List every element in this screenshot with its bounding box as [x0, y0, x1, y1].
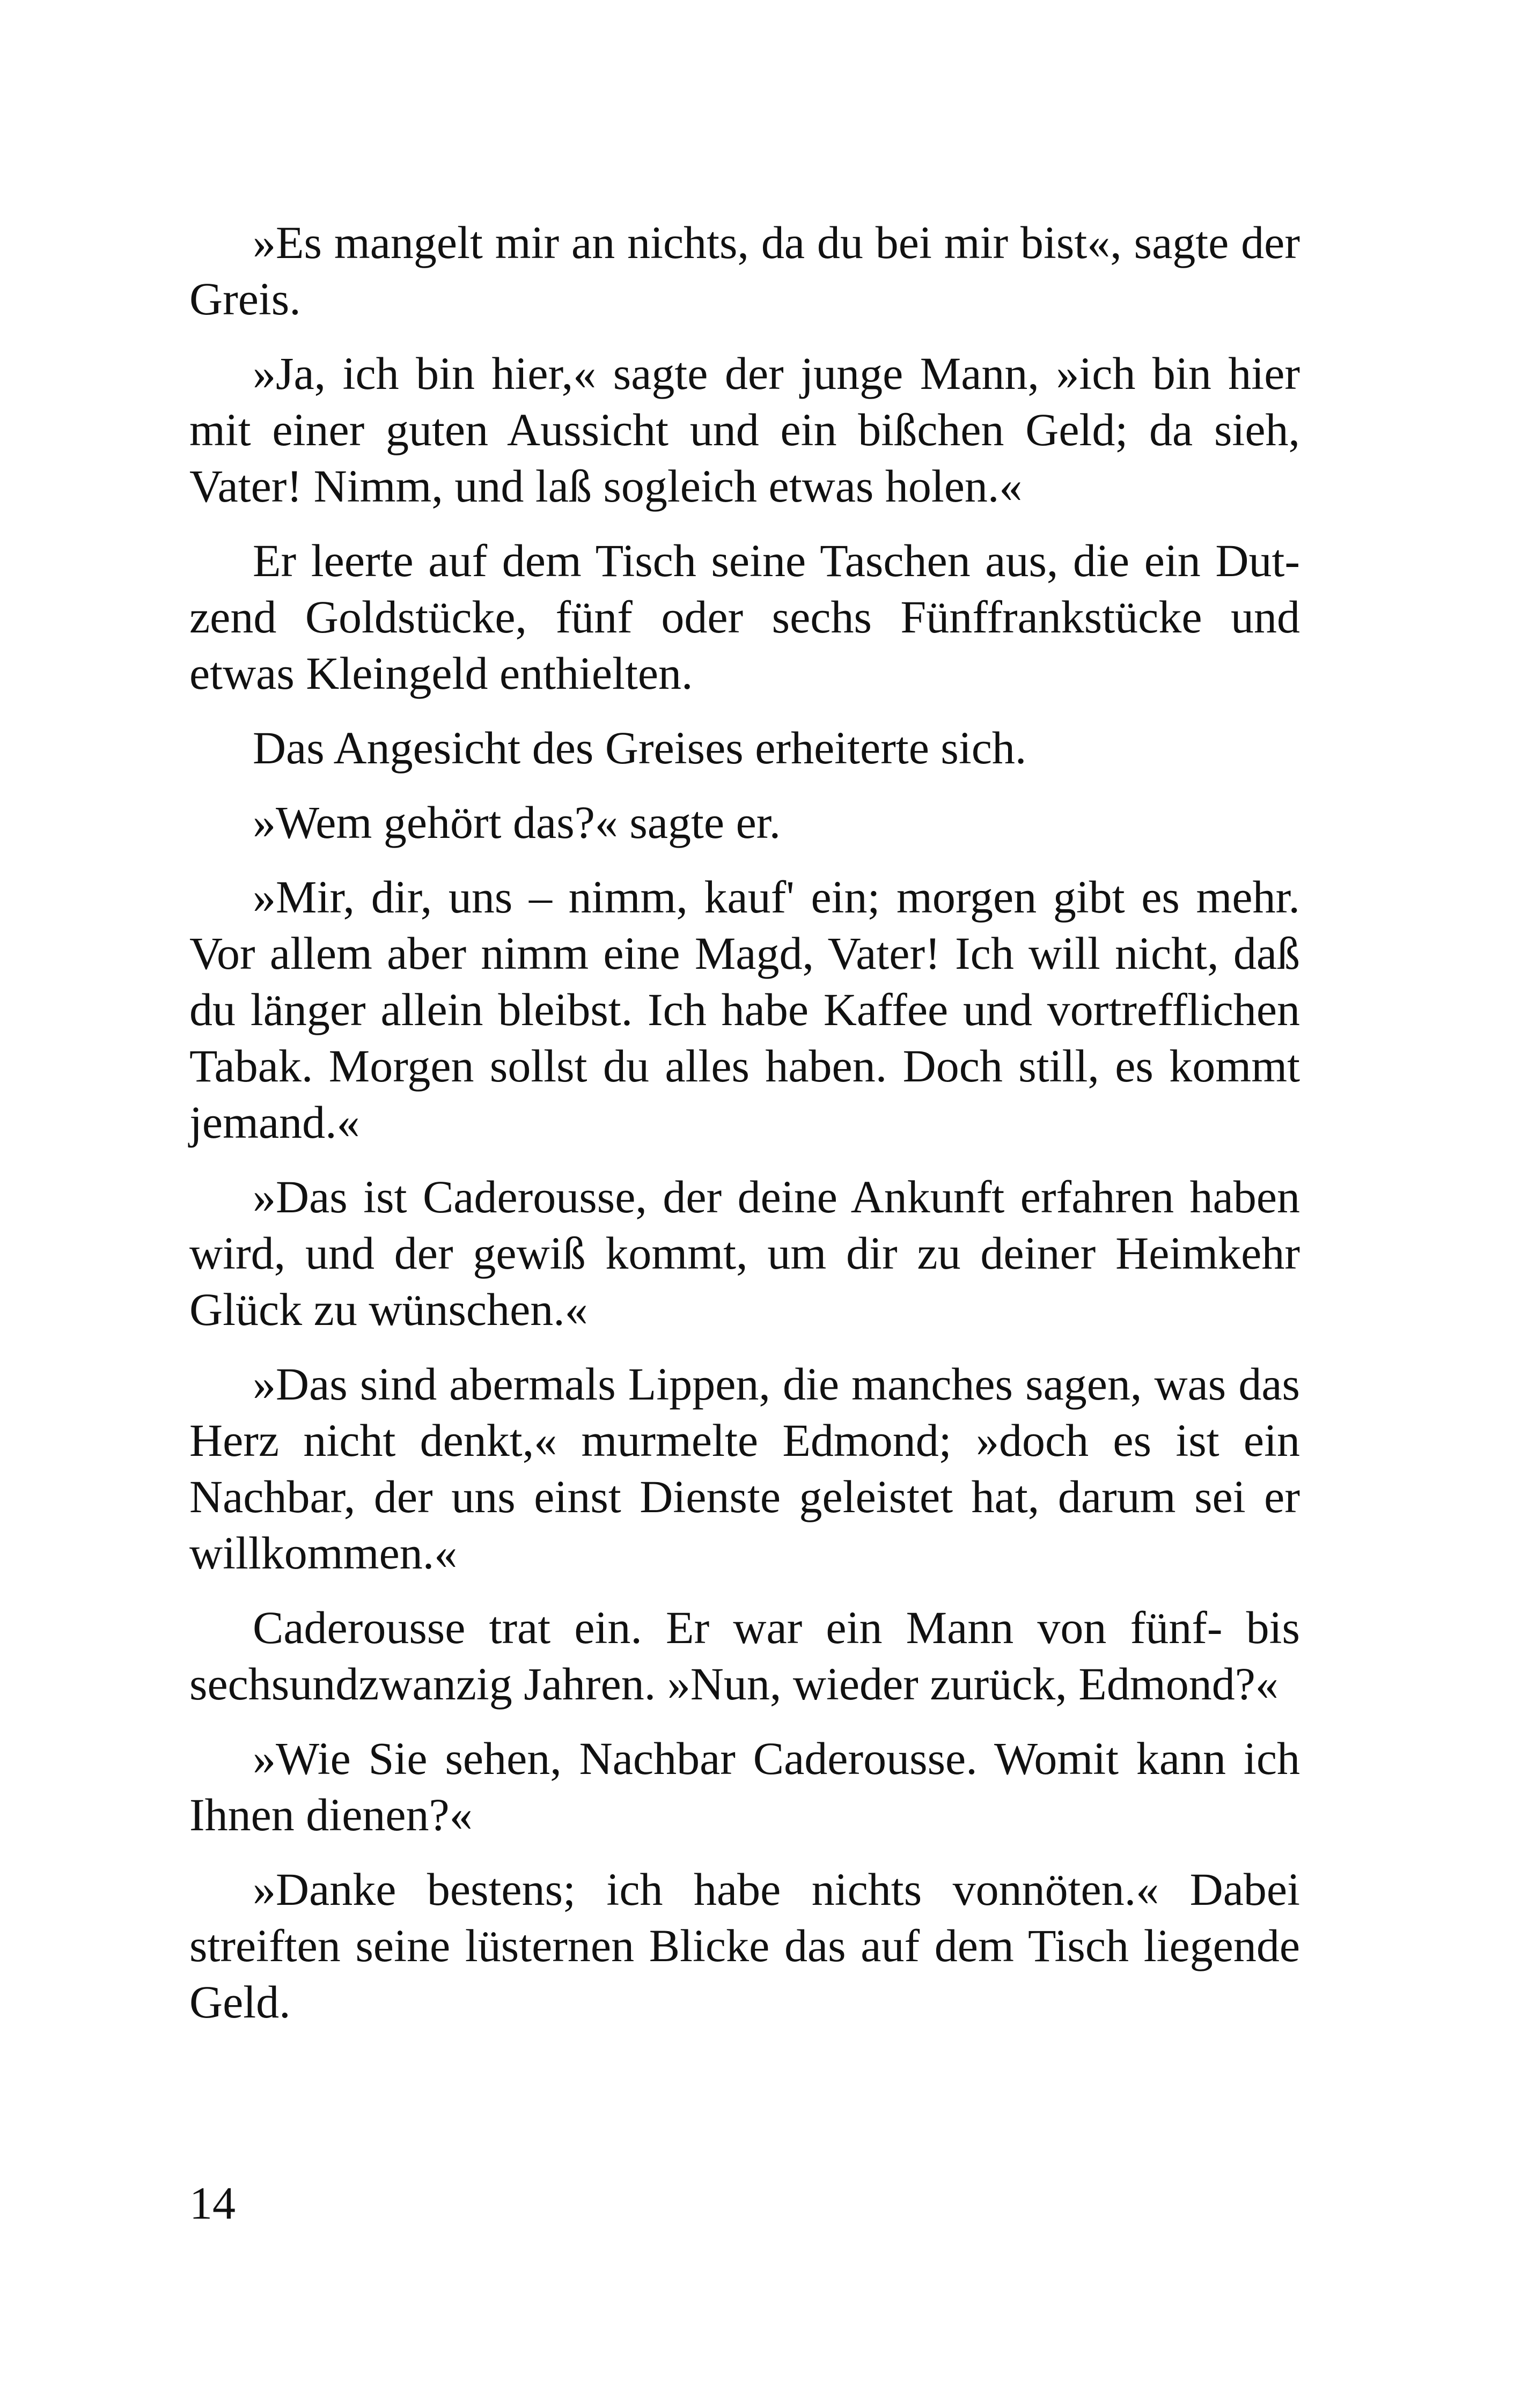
paragraph: »Das ist Caderousse, der deine Ankunft erfahren haben wird, und der gewiß kommt, um dir zu deiner Heimkehr Glück zu wünschen.« — [189, 1171, 1300, 1335]
paragraph: Caderousse trat ein. Er war ein Mann von fünf- bis sechsundzwanzig Jahren. »Nun, wieder zurück, Edmond?« — [189, 1602, 1300, 1710]
paragraph: »Ja, ich bin hier,« sagte der junge Mann, »ich bin hier mit einer guten Aussicht und ein bißchen Geld; da sieh, Vater! Nimm, und laß sogleich etwas holen.« — [189, 348, 1300, 512]
paragraph: Er leerte auf dem Tisch seine Taschen aus, die ein Dutzend Goldstücke, fünf oder sechs Fünffrankstücke und etwas Kleingeld enthielten. — [189, 535, 1300, 699]
page-number: 14 — [189, 2177, 236, 2229]
paragraph: »Wem gehört das?« sagte er. — [253, 797, 781, 848]
paragraph: »Mir, dir, uns – nimm, kauf' ein; morgen gibt es mehr. Vor allem aber nimm eine Magd, Vater! Ich will nicht, daß du länger allein bleibst. Ich habe Kaffee und vortrefflichen Tabak. Morgen sollst du alles haben. Doch still, es kommt jemand.« — [189, 871, 1300, 1148]
paragraph: »Wie Sie sehen, Nachbar Caderousse. Womit kann ich Ihnen dienen?« — [189, 1733, 1300, 1840]
paragraph: »Das sind abermals Lippen, die manches sagen, was das Herz nicht denkt,« murmelte Edmond; »doch es ist ein Nachbar, der uns einst Dienste geleistet hat, darum sei er willkommen.« — [189, 1358, 1300, 1579]
paragraph: Das Angesicht des Greises erheiterte sich. — [253, 722, 1027, 774]
paragraph: »Es mangelt mir an nichts, da du bei mir bist«, sagte der Greis. — [189, 217, 1300, 325]
body-text — [189, 215, 1300, 2049]
paragraph: »Danke bestens; ich habe nichts vonnöten.« Dabei streiften seine lüsternen Blicke das auf dem Tisch liegende Geld. — [189, 1864, 1300, 2028]
